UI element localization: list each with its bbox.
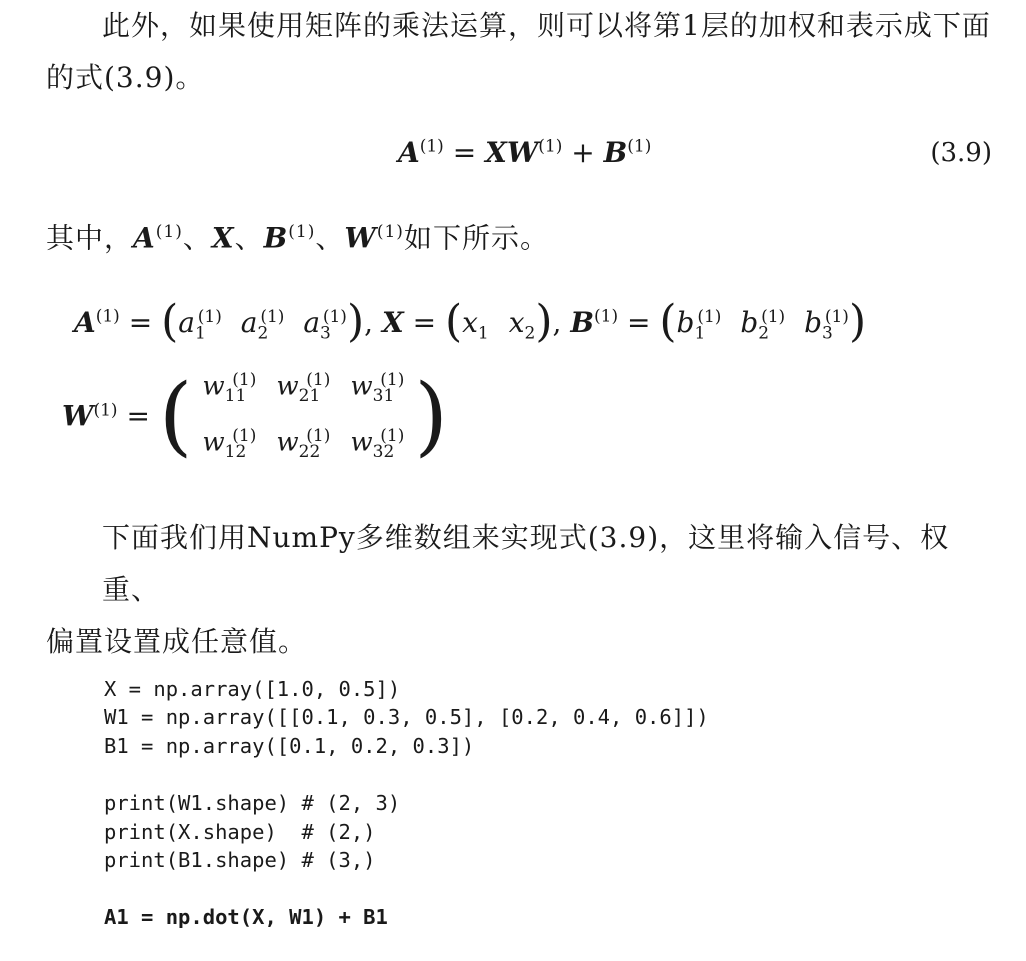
intro-line-1: 此外，如果使用矩阵的乘法运算，则可以将第1层的加权和表示成下面: [102, 9, 991, 42]
code-line: B1 = np.array([0.1, 0.2, 0.3]): [104, 733, 475, 758]
vector-definitions: $A^{(1)} = (a_1^{(1)}$ $a_2^{(1)}$ $a_3^{(1)}$), $X = (x_1$ $x_2$), $B^{(1)} = (b_1^{(1)}$ $b_2^{(1)}$ $b_3^{(1)}$): [74, 296, 867, 347]
code-line: [104, 875, 709, 904]
code-line-bold: A1 = np.dot(X, W1) + B1: [104, 905, 388, 930]
matrix-body: $w_{11}^{(1)}$ $w_{21}^{(1)}$ $w_{31}^{(1)}$ $w_{12}^{(1)}$ $w_{22}^{(1)}$ $w_{32}^{(1)}$: [202, 370, 405, 462]
code-line: print(X.shape) # (2,): [104, 819, 376, 844]
code-line: W1 = np.array([[0.1, 0.3, 0.5], [0.2, 0.4, 0.6]]): [104, 705, 709, 730]
weight-matrix: $W^{(1)}$ = ( $w_{11}^{(1)}$ $w_{21}^{(1)}$ $w_{31}^{(1)}$ $w_{12}^{(1)}$ $w_{22}^{(1)}$ $w_{32}^{(1)}$ ): [62, 360, 448, 472]
code-block: [104, 646, 709, 961]
code-line: [104, 760, 709, 789]
numpy-line-2: 偏置设置成任意值。: [46, 625, 308, 658]
intro-paragraph: [46, 0, 996, 104]
numpy-line-1: 下面我们用NumPy多维数组来实现式(3.9)，这里将输入信号、权重、: [102, 521, 950, 606]
code-line: print(B1.shape) # (3,): [104, 848, 376, 873]
where-line: 其中，$A^{(1)}$、X、$B^{(1)}$、$W^{(1)}$如下所示。: [46, 221, 549, 255]
where-suffix: 如下所示。: [403, 221, 549, 255]
equation-3-9: $A^{(1)} = XW^{(1)} + B^{(1)}$: [398, 136, 652, 169]
intro-line-2: 的式(3.9)。: [46, 61, 205, 94]
numpy-paragraph: [46, 512, 996, 668]
code-line: X = np.array([1.0, 0.5]): [104, 676, 401, 701]
where-prefix: 其中，: [46, 221, 134, 255]
equation-number: (3.9): [930, 138, 992, 168]
code-line: print(W1.shape) # (2, 3): [104, 790, 401, 815]
